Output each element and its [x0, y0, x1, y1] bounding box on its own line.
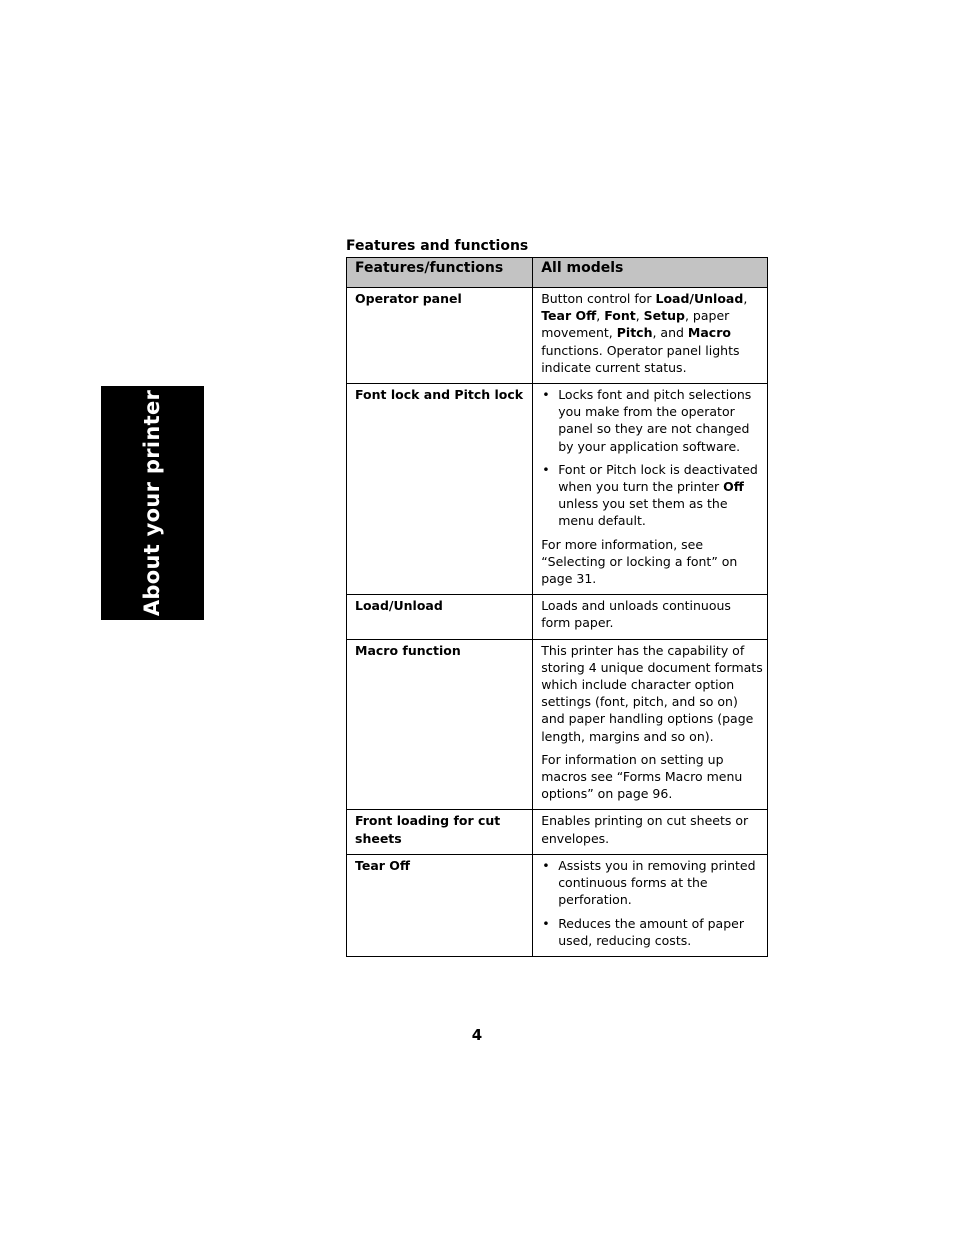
desc-front-loading: Enables printing on cut sheets or envelopes.: [533, 810, 768, 854]
table-row: [347, 639, 768, 810]
desc-font-lock: [533, 384, 768, 595]
side-tab: [101, 386, 204, 620]
table-row: [347, 384, 768, 595]
feature-font-lock: Font lock and Pitch lock: [347, 384, 533, 595]
bullet-list: [541, 857, 763, 949]
table-row: [347, 288, 768, 384]
feature-operator-panel: Operator panel: [347, 288, 533, 384]
table-header-row: [347, 258, 768, 288]
table-caption: Features and functions: [346, 238, 529, 254]
desc-load-unload: Loads and unloads continuous form paper.: [533, 595, 768, 639]
table-row: [347, 854, 768, 956]
feature-macro: Macro function: [347, 639, 533, 810]
feature-tear-off: Tear Off: [347, 854, 533, 956]
desc-tear-off: [533, 854, 768, 956]
table-row: [347, 810, 768, 854]
font-lock-note: For more information, see “Selecting or locking a font” on page 31.: [541, 536, 738, 587]
bullet-list: [541, 386, 763, 530]
desc-macro: [533, 639, 768, 810]
table-row: [347, 595, 768, 639]
list-item: • Font or Pitch lock is deactivated when you turn the printer Off unless you set them as the menu default.: [541, 461, 763, 530]
side-tab-label: About your printer: [140, 389, 164, 617]
macro-paragraph-1: This printer has the capability of storing 4 unique document formats which include character option settings (font, pitch, and so on) and paper handling options (page length, margins and so on).: [541, 642, 763, 744]
macro-paragraph-2: For information on setting up macros see “Forms Macro menu options” on page 96.: [541, 751, 743, 802]
features-table: [346, 257, 768, 957]
feature-front-loading: Front loading for cut sheets: [347, 810, 533, 854]
header-all-models: All models: [533, 258, 768, 288]
list-item: • Reduces the amount of paper used, reducing costs.: [541, 915, 763, 949]
desc-operator-panel: Button control for Load/Unload, Tear Off, Font, Setup, paper movement, Pitch, and Macro functions. Operator panel lights indicate current status.: [533, 288, 768, 384]
feature-load-unload: Load/Unload: [347, 595, 533, 639]
list-item: • Assists you in removing printed continuous forms at the perforation.: [541, 857, 763, 909]
header-features: Features/functions: [347, 258, 533, 288]
list-item: • Locks font and pitch selections you make from the operator panel so they are not changed by your application software.: [541, 386, 763, 455]
page-number: 4: [471, 1026, 483, 1044]
